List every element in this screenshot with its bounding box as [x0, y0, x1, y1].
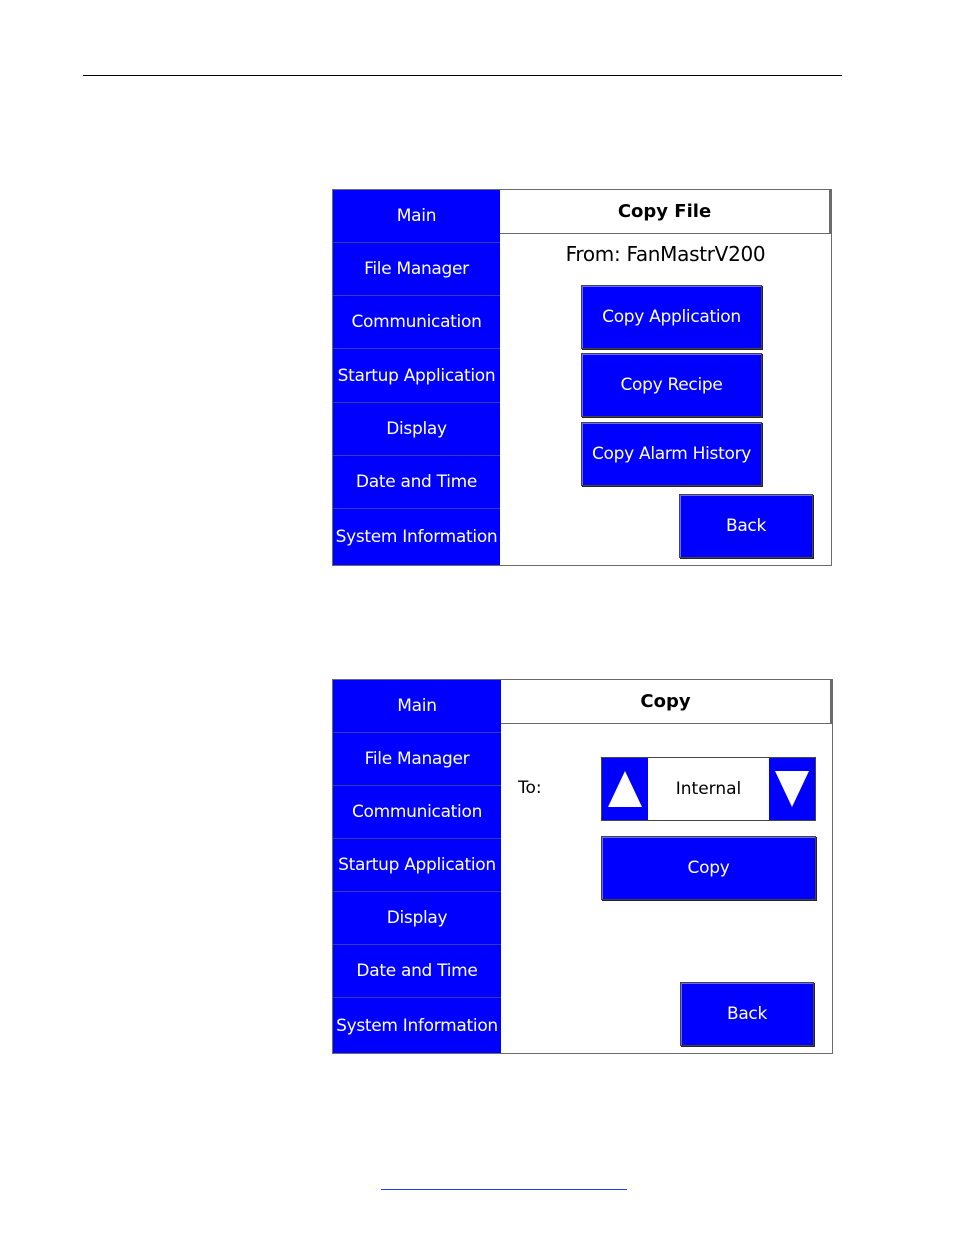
page-header-rule [83, 75, 842, 76]
copy-screen [332, 679, 833, 1054]
sidebar-item-label: Display [386, 419, 447, 439]
copy-recipe-button[interactable]: Copy Recipe [581, 353, 762, 417]
sidebar-item-display[interactable] [333, 403, 500, 456]
sidebar [333, 190, 500, 565]
destination-label: To: [518, 778, 542, 798]
sidebar-item-label: System Information [336, 1015, 498, 1036]
sidebar-item-label: Startup Application [338, 855, 496, 875]
footer-link-underline[interactable] [381, 1189, 627, 1190]
sidebar-item-main[interactable] [333, 190, 500, 243]
sidebar-item-file-manager[interactable] [333, 243, 500, 296]
back-button[interactable]: Back [680, 982, 814, 1046]
sidebar-item-communication[interactable] [333, 786, 501, 839]
sidebar-item-date-and-time[interactable] [333, 456, 500, 509]
back-button[interactable]: Back [679, 494, 813, 558]
destination-selector [601, 757, 816, 821]
sidebar-item-label: File Manager [364, 749, 470, 769]
copy-application-button[interactable]: Copy Application [581, 285, 762, 349]
sidebar-item-label: Display [386, 908, 448, 928]
sidebar-item-label: Date and Time [356, 961, 478, 981]
page-title: Copy File [500, 190, 831, 234]
arrow-down-icon [773, 768, 811, 810]
arrow-up-icon [606, 768, 644, 810]
copy-button[interactable]: Copy [601, 836, 816, 900]
sidebar-item-label: Communication [351, 802, 483, 822]
sidebar-item-date-and-time[interactable] [333, 945, 501, 998]
sidebar-item-system-information[interactable] [333, 998, 501, 1053]
sidebar-item-main[interactable] [333, 680, 501, 733]
sidebar-item-system-information[interactable] [333, 509, 500, 565]
sidebar-item-label: Startup Application [337, 365, 496, 386]
page-title: Copy [501, 680, 832, 724]
previous-destination-button[interactable] [602, 758, 648, 820]
sidebar-item-label: File Manager [364, 259, 469, 279]
sidebar [333, 680, 501, 1053]
sidebar-item-startup-application[interactable] [333, 349, 500, 403]
source-file-label: From: FanMastrV200 [565, 242, 766, 266]
destination-value: Internal [675, 779, 742, 799]
sidebar-item-label: Communication [351, 312, 482, 332]
copy-alarm-history-button[interactable]: Copy Alarm History [581, 422, 762, 486]
sidebar-item-label: System Information [335, 527, 498, 547]
sidebar-item-file-manager[interactable] [333, 733, 501, 786]
sidebar-item-display[interactable] [333, 892, 501, 945]
copy-file-screen [332, 189, 832, 566]
sidebar-item-startup-application[interactable] [333, 839, 501, 892]
sidebar-item-label: Main [397, 696, 437, 716]
sidebar-item-label: Main [396, 206, 437, 226]
next-destination-button[interactable] [769, 758, 815, 820]
sidebar-item-communication[interactable] [333, 296, 500, 349]
sidebar-item-label: Date and Time [355, 472, 478, 492]
